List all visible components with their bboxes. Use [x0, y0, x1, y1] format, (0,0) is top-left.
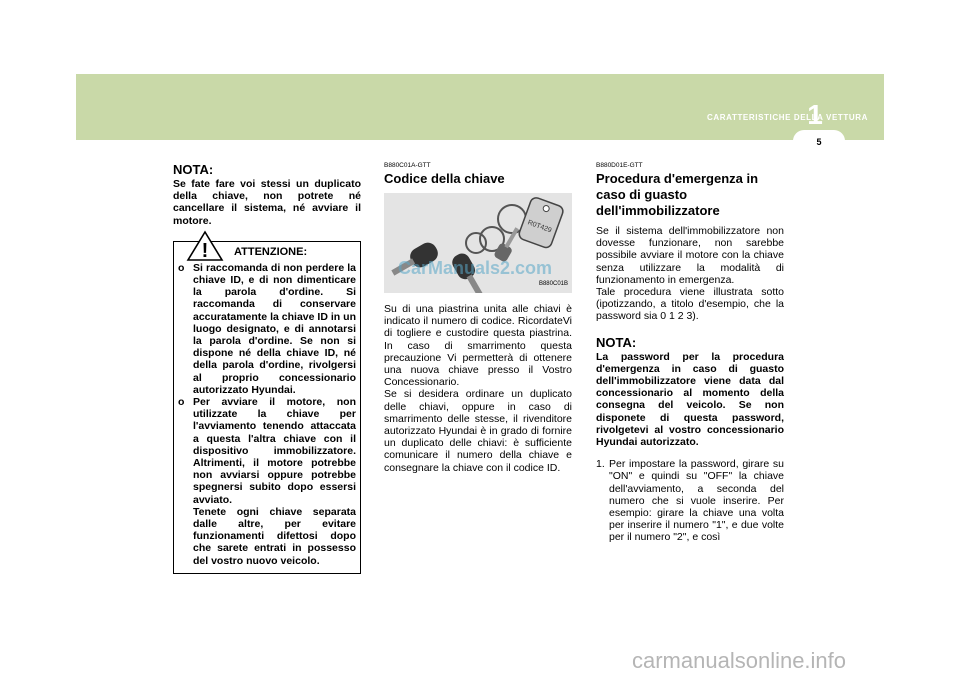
figure-code: B880C01B	[538, 280, 568, 287]
warning-bullet	[178, 396, 356, 567]
bullet-mark: o	[178, 261, 185, 274]
warning-title: ATTENZIONE:	[234, 245, 308, 258]
section-title: Procedura d'emergenza in caso di guasto dell'immobilizzatore	[596, 171, 759, 218]
note-heading: NOTA:	[173, 162, 214, 177]
header-band	[76, 74, 884, 140]
list-number: 1.	[596, 458, 605, 471]
column-left	[173, 162, 361, 574]
page-number: 5	[816, 137, 822, 147]
column-right	[596, 162, 784, 544]
paragraph: Su di una piastrina unita alle chiavi è indicato il numero di codice. RicordateVi di togliere e custodire questa piastrina. In caso di smarrimento questa precauzione Vi permetterà di ottenere una nuova chiave presso il Vostro Concessionario.	[384, 303, 572, 389]
warning-bullet	[178, 262, 356, 396]
list-item-text: Per impostare la password, girare su "ON" e quindi su "OFF" la chiave dell'avviamento, a seconda del numero che si vuole inserire. Per esempio: girare la chiave una volta per inserire il numero "1", e due volte per il numero "2", e così	[609, 458, 784, 544]
key-tag-text: R0T429	[526, 219, 553, 235]
paragraph: Tale procedura viene illustrata sotto (ipotizzando, a titolo d'esempio, che la password sia 0 1 2 3).	[596, 286, 784, 323]
chapter-title: CARATTERISTICHE DELLA VETTURA	[707, 113, 868, 122]
note-text: Se fate fare voi stessi un duplicato della chiave, non potrete né cancellare il sistema, né avviare il motore.	[173, 178, 361, 227]
note-heading: NOTA:	[596, 334, 637, 350]
warning-triangle-icon	[186, 230, 224, 262]
warning-bullet-text: Per avviare il motore, non utilizzate la chiave per l'avviamento tenendo attaccata a questa l'altra chiave con il dispositivo immobilizzatore. Altrimenti, il motore potrebbe non avviarsi oppure potrebbe spegnersi subito dopo essersi avviato.	[193, 396, 356, 506]
section-code: B880C01A-GTT	[384, 162, 431, 169]
column-middle	[384, 162, 572, 474]
paragraph: Se il sistema dell'immobilizzatore non dovesse funzionare, non sarebbe possibile avviare il motore con la chiave senza utilizzare la modalità di funzionamento in emergenza.	[596, 225, 784, 286]
section-code: B880D01E-GTT	[596, 162, 643, 169]
warning-symbol: !	[201, 239, 209, 262]
paragraph: Se si desidera ordinare un duplicato delle chiavi, oppure in caso di smarrimento delle stesse, il rivenditore autorizzato Hyundai è in grado di fornire un duplicato delle chiavi: è sufficiente comunicare il numero della chiave e consegnare la chiave con il codice ID.	[384, 388, 572, 474]
bullet-mark: o	[178, 396, 185, 409]
chapter-number: 1	[807, 99, 823, 130]
warning-bullet-extra-text: Tenete ogni chiave separata dalle altre, per evitare funzionamenti difettosi dopo che sarete entrati in possesso del vostro nuovo veicolo.	[193, 505, 356, 567]
section-title: Codice della chiave	[384, 171, 505, 186]
watermark: CarManuals2.com	[398, 258, 553, 278]
list-item	[596, 458, 784, 543]
warning-box	[173, 241, 361, 574]
footer-watermark: carmanualsonline.info	[632, 648, 847, 673]
note-text: La password per la procedura d'emergenza in caso di guasto dell'immobilizzatore viene data dal concessionario al momento della consegna del veicolo. Se non disponete di questa password, rivolgetevi al vostro concessionario Hyundai autorizzato.	[596, 350, 784, 449]
warning-bullet-text: Si raccomanda di non perdere la chiave ID, e di non dimenticare la parola d'ordine. Si raccomanda di conservare accuratamente la chiave ID in un luogo designato, e di annotarsi la parola d'ordine. Se non si dispone né della chiave ID, né della parola d'ordine, rivolgersi al proprio concessionario autorizzato Hyundai.	[193, 261, 356, 396]
